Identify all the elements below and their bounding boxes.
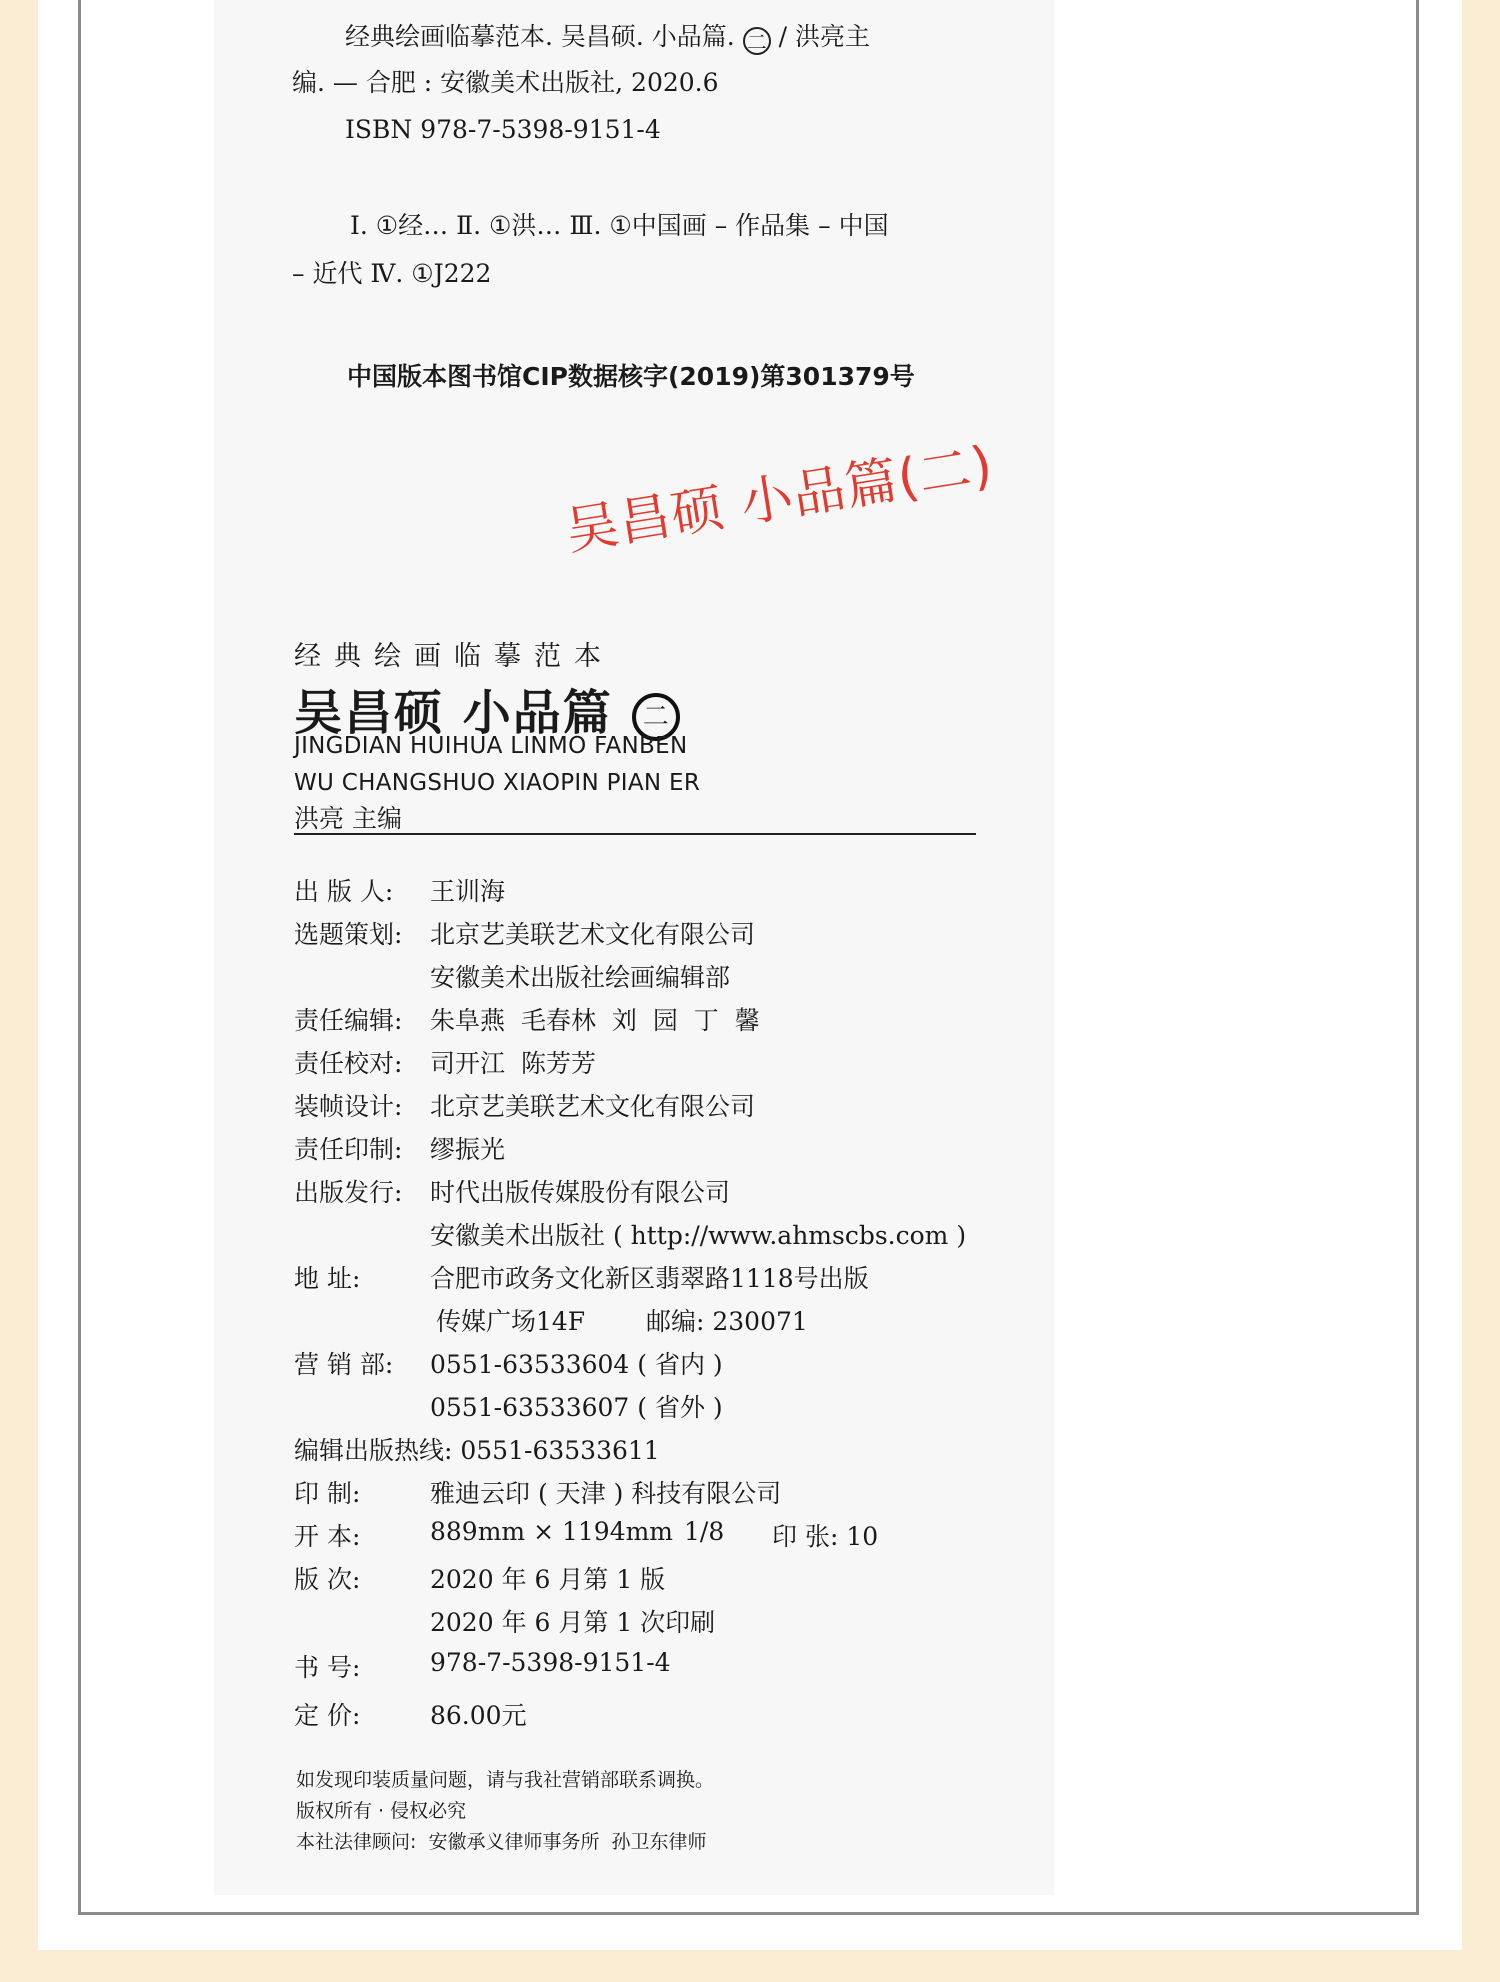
- address-label: 地 址:: [294, 1264, 361, 1293]
- publisher-value: 王训海: [430, 877, 506, 906]
- cip-line-1-text: 经典绘画临摹范本. 吴昌硕. 小品篇.: [345, 22, 735, 51]
- distribution-value-2: 安徽美术出版社 ( http://www.ahmscbs.com ): [430, 1221, 967, 1250]
- quality-note: 如发现印装质量问题，请与我社营销部联系调换。: [296, 1769, 715, 1791]
- red-title-stamp: 吴昌硕 小品篇(二): [562, 435, 998, 563]
- pinyin-series: JINGDIAN HUIHUA LINMO FANBEN: [294, 733, 688, 759]
- sales-value-1: 0551-63533604 ( 省内 ): [430, 1350, 723, 1379]
- lawyer-note: 本社法律顾问: 安徽承义律师事务所 孙卫东律师: [296, 1831, 707, 1853]
- format-value: 889mm × 1194mm: [430, 1517, 674, 1546]
- cip-line-1-tail: / 洪亮主: [778, 22, 871, 51]
- address-value-1: 合肥市政务文化新区翡翠路1118号出版: [430, 1264, 869, 1293]
- price-value: 86.00元: [430, 1701, 527, 1730]
- cip-classification-1: Ⅰ. ①经… Ⅱ. ①洪… Ⅲ. ①中国画 – 作品集 – 中国: [350, 211, 889, 240]
- cip-classification-2: – 近代 Ⅳ. ①J222: [292, 259, 492, 288]
- printer-label: 印 制:: [294, 1479, 361, 1508]
- editors-value: 朱阜燕 毛春林 刘 园 丁 馨: [430, 1006, 760, 1035]
- pinyin-title: WU CHANGSHUO XIAOPIN PIAN ER: [294, 770, 701, 796]
- publisher-label: 出 版 人:: [294, 877, 394, 906]
- hotline: 编辑出版热线: 0551-63533611: [294, 1436, 660, 1465]
- distribution-value-1: 时代出版传媒股份有限公司: [430, 1178, 731, 1207]
- sales-value-2: 0551-63533607 ( 省外 ): [430, 1393, 723, 1422]
- design-label: 装帧设计:: [294, 1092, 403, 1121]
- print-resp-value: 缪振光: [430, 1135, 506, 1164]
- cip-volume-number: 二: [743, 27, 771, 55]
- proof-label: 责任校对:: [294, 1049, 403, 1078]
- edition-value-2: 2020 年 6 月第 1 次印刷: [430, 1608, 716, 1637]
- format-label: 开 本:: [294, 1522, 361, 1551]
- sheets-value: 印 张: 10: [772, 1522, 879, 1551]
- distribution-label: 出版发行:: [294, 1178, 403, 1207]
- planning-value-2: 安徽美术出版社绘画编辑部: [430, 963, 731, 992]
- sales-label: 营 销 部:: [294, 1350, 394, 1379]
- address-value-2: 传媒广场14F: [436, 1307, 586, 1336]
- edition-value-1: 2020 年 6 月第 1 版: [430, 1565, 666, 1594]
- isbn-label: 书 号:: [294, 1653, 361, 1682]
- planning-value-1: 北京艺美联艺术文化有限公司: [430, 920, 756, 949]
- cip-number: 中国版本图书馆CIP数据核字(2019)第301379号: [347, 362, 915, 391]
- printer-value: 雅迪云印 ( 天津 ) 科技有限公司: [430, 1479, 782, 1508]
- planning-label: 选题策划:: [294, 920, 403, 949]
- proof-value: 司开江 陈芳芳: [430, 1049, 596, 1078]
- print-resp-label: 责任印制:: [294, 1135, 403, 1164]
- edition-label: 版 次:: [294, 1565, 361, 1594]
- isbn-value: 978-7-5398-9151-4: [430, 1648, 671, 1677]
- book-title: 吴昌硕 小品篇: [294, 685, 613, 741]
- cip-isbn: ISBN 978-7-5398-9151-4: [345, 115, 661, 144]
- format-fraction: 1/8: [684, 1517, 725, 1546]
- rights-note: 版权所有 · 侵权必究: [296, 1800, 467, 1822]
- cip-line-2: 编. — 合肥 : 安徽美术出版社, 2020.6: [292, 68, 719, 97]
- page-frame: [78, 0, 1419, 1915]
- design-value: 北京艺美联艺术文化有限公司: [430, 1092, 756, 1121]
- editor-underline: [294, 833, 976, 835]
- price-label: 定 价:: [294, 1701, 361, 1730]
- chief-editor: 洪亮 主编: [294, 804, 402, 833]
- editors-label: 责任编辑:: [294, 1006, 403, 1035]
- title-volume-number: 二: [632, 693, 680, 741]
- postcode-value: 邮编: 230071: [646, 1307, 808, 1336]
- series-title: 经典绘画临摹范本: [294, 641, 614, 672]
- cip-line-1: [345, 24, 870, 55]
